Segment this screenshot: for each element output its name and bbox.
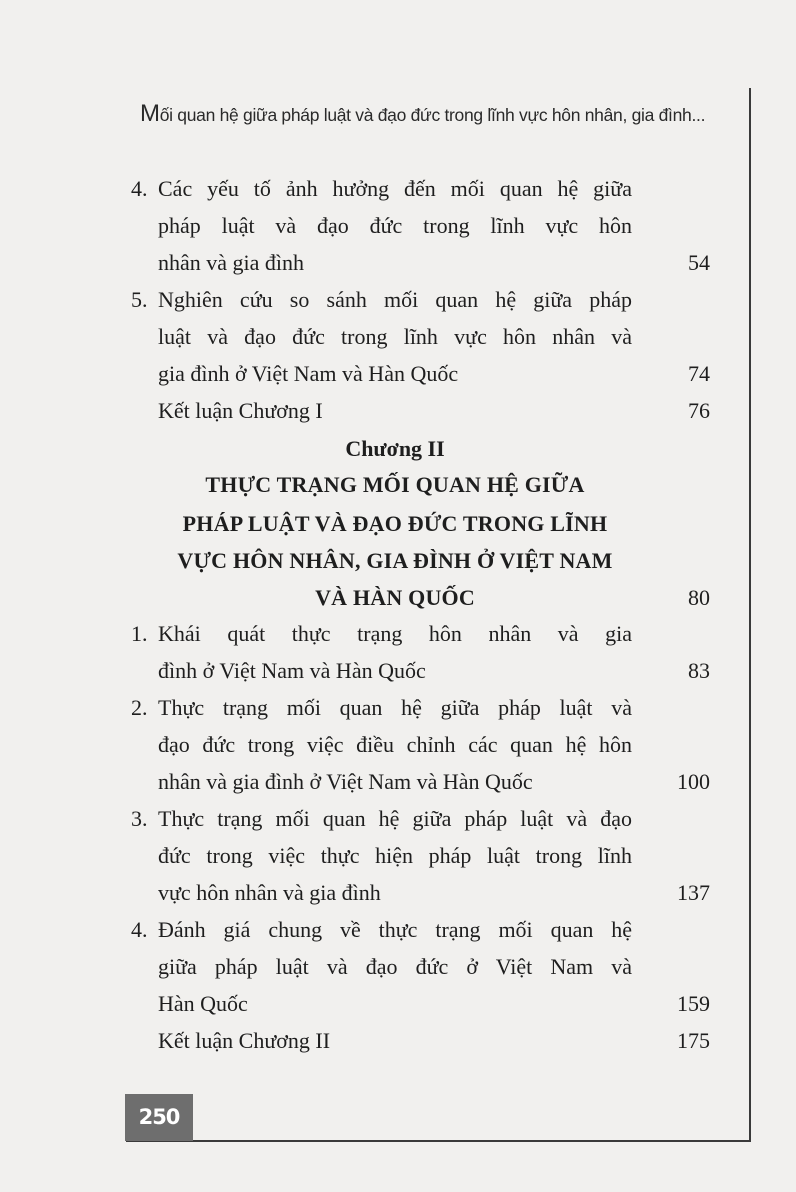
toc-entry-text: đình ở Việt Nam và Hàn Quốc (158, 658, 426, 683)
toc-page-ref: 83 (688, 658, 710, 683)
toc-entry-text: Hàn Quốc (158, 991, 248, 1016)
toc-entry-number: 5. (131, 287, 148, 312)
toc-entry-text: Thực trạng mối quan hệ giữa pháp luật và đạo (158, 806, 632, 831)
toc-page-ref: 54 (688, 250, 710, 275)
toc-page-ref: 100 (677, 769, 710, 794)
chapter-label: Chương II (345, 436, 445, 461)
bottom-border-rule (126, 1140, 751, 1142)
toc-entry-text: Kết luận Chương I (158, 398, 323, 423)
chapter-title-line: PHÁP LUẬT VÀ ĐẠO ĐỨC TRONG LĨNH (182, 511, 608, 536)
toc-entry-text: Kết luận Chương II (158, 1028, 331, 1053)
toc-page-ref: 159 (677, 991, 710, 1016)
toc-entry-text: gia đình ở Việt Nam và Hàn Quốc (158, 361, 459, 386)
right-border-rule (749, 88, 751, 1142)
toc-page-ref: 74 (688, 361, 710, 386)
toc-page-ref: 175 (677, 1028, 710, 1053)
toc-entry-text: luật và đạo đức trong lĩnh vực hôn nhân và (158, 324, 632, 349)
toc-entry-text: vực hôn nhân và gia đình (158, 880, 381, 905)
running-header (140, 100, 706, 128)
chapter-title-line: THỰC TRẠNG MỐI QUAN HỆ GIỮA (205, 472, 585, 497)
toc-page-ref: 137 (677, 880, 710, 905)
chapter-page-ref: 80 (688, 585, 710, 610)
toc-entry-text: đức trong việc thực hiện pháp luật trong lĩnh (158, 843, 632, 868)
toc-entry-text: đạo đức trong việc điều chỉnh các quan hệ hôn (158, 732, 632, 757)
toc-entry-number: 2. (131, 695, 148, 720)
toc-entry-number: 1. (131, 621, 148, 646)
toc-entry-text: giữa pháp luật và đạo đức ở Việt Nam và (158, 954, 632, 979)
toc-entry-text: Thực trạng mối quan hệ giữa pháp luật và (158, 695, 632, 720)
toc-entry-text: Khái quát thực trạng hôn nhân và gia (158, 621, 632, 646)
page-number: 250 (125, 1094, 193, 1141)
toc-entry-text: Các yếu tố ảnh hưởng đến mối quan hệ giữa (158, 176, 632, 201)
toc-entry-text: nhân và gia đình ở Việt Nam và Hàn Quốc (158, 769, 533, 794)
chapter-title-line: VÀ HÀN QUỐC (315, 585, 475, 610)
toc-entry-number: 3. (131, 806, 148, 831)
toc-entry-number: 4. (131, 917, 148, 942)
running-header-dropcap: M (140, 100, 160, 127)
toc-page-ref: 76 (688, 398, 710, 423)
toc-entry-text: Nghiên cứu so sánh mối quan hệ giữa pháp (158, 287, 632, 312)
running-header-text: ối quan hệ giữa pháp luật và đạo đức trong lĩnh vực hôn nhân, gia đình... (159, 105, 706, 125)
chapter-title-line: VỰC HÔN NHÂN, GIA ĐÌNH Ở VIỆT NAM (177, 548, 613, 573)
toc-entry-text: pháp luật và đạo đức trong lĩnh vực hôn (158, 213, 632, 238)
toc-entry-text: Đánh giá chung về thực trạng mối quan hệ (158, 917, 632, 942)
toc-entry-number: 4. (131, 176, 148, 201)
toc-entry-text: nhân và gia đình (158, 250, 305, 275)
